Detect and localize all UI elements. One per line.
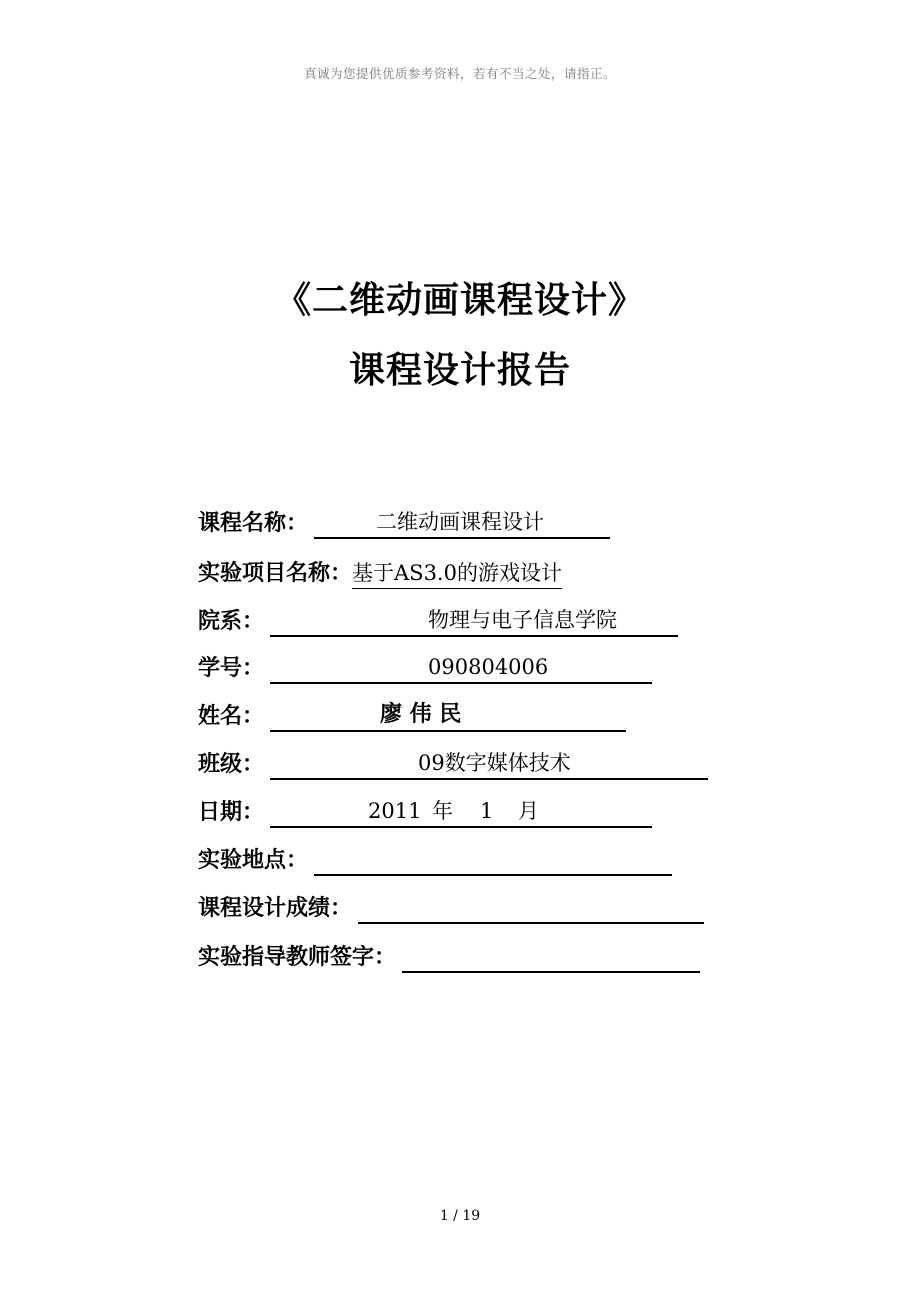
date-year-unit: 年: [432, 799, 454, 823]
student-name-value: 廖 伟 民: [380, 702, 462, 727]
course-grade-line: [358, 892, 704, 924]
field-label: 学号：: [198, 656, 265, 681]
field-label: 院系：: [198, 609, 265, 634]
field-student-id: [198, 650, 652, 684]
field-student-name: [198, 698, 626, 732]
field-department: [198, 603, 678, 637]
lab-location-line: [314, 844, 672, 876]
field-project-name: [198, 555, 562, 589]
date-month: 1: [480, 799, 494, 823]
report-title-course: 《二维动画课程设计》: [274, 280, 645, 321]
student-id-value: 090804006: [428, 655, 549, 679]
field-label: 实验地点：: [198, 848, 309, 873]
field-teacher-signature: [198, 939, 700, 973]
field-label: 实验项目名称：: [198, 561, 353, 586]
field-value-line: [270, 605, 678, 637]
field-course-grade: [198, 890, 704, 924]
field-label: 日期：: [198, 800, 265, 825]
field-course-name: [198, 505, 610, 539]
field-label: 实验指导教师签字：: [198, 945, 397, 970]
teacher-signature-line: [402, 941, 700, 973]
report-title-type: 课程设计报告: [348, 350, 571, 391]
field-label: 课程设计成绩：: [198, 896, 353, 921]
date-month-unit: 月: [518, 799, 540, 823]
project-name-value: 基于AS3.0的游戏设计: [352, 558, 562, 589]
class-value: 09数字媒体技术: [418, 751, 571, 775]
department-value: 物理与电子信息学院: [428, 608, 618, 632]
field-label: 课程名称：: [198, 511, 309, 536]
date-year: 2011: [368, 799, 422, 823]
header-note: 真诚为您提供优质参考资料，若有不当之处，请指正。: [303, 66, 616, 81]
field-date: [198, 794, 652, 828]
field-value-line: [314, 507, 610, 539]
field-value-line: [270, 700, 626, 732]
field-value-line: [270, 748, 708, 780]
page-number: 1 / 19: [439, 1208, 481, 1224]
field-label: 班级：: [198, 752, 265, 777]
field-class: [198, 746, 708, 780]
field-value-line: [270, 796, 652, 828]
field-value-line: [270, 652, 652, 684]
field-lab-location: [198, 842, 672, 876]
course-name-value: 二维动画课程设计: [376, 510, 545, 534]
field-label: 姓名：: [198, 704, 265, 729]
